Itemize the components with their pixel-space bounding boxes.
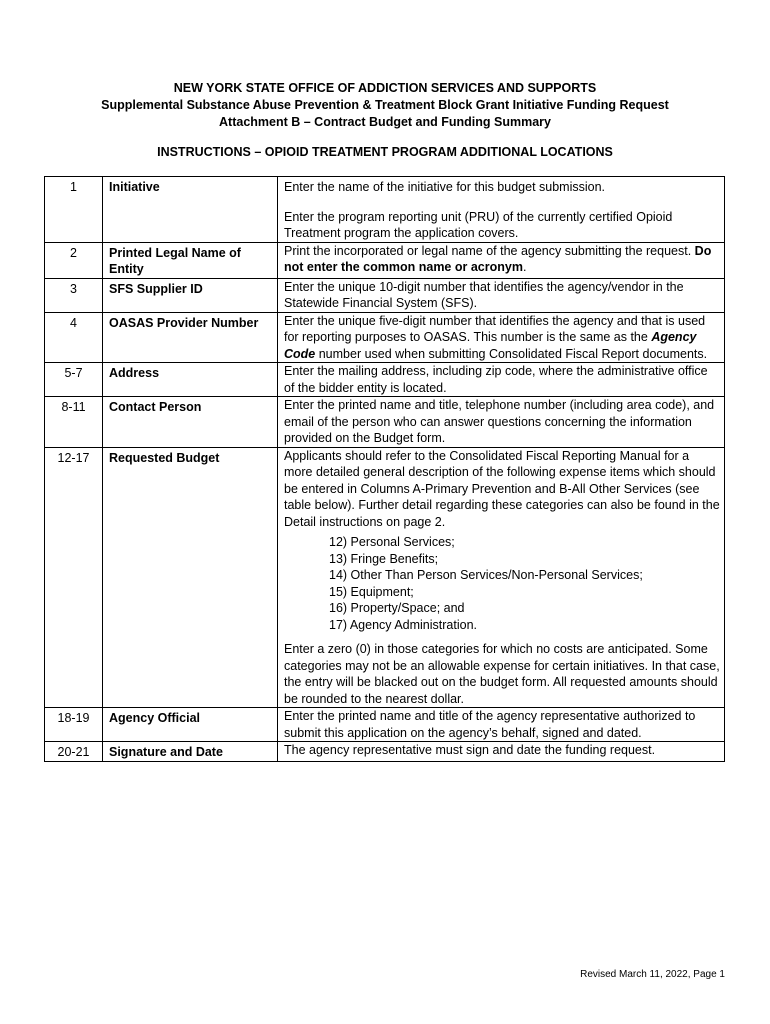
field-description: Enter the unique 10-digit number that identifies the agency/vendor in the Statewide Financial System (SFS). bbox=[278, 278, 725, 312]
field-name: Contact Person bbox=[103, 397, 278, 448]
row-number: 18-19 bbox=[45, 708, 103, 742]
row-number: 8-11 bbox=[45, 397, 103, 448]
description-text: Print the incorporated or legal name of the agency submitting the request. bbox=[284, 243, 695, 258]
row-number: 20-21 bbox=[45, 742, 103, 762]
field-name: Agency Official bbox=[103, 708, 278, 742]
field-description: Enter the printed name and title, telephone number (including area code), and email of the person who can answer questions concerning the information provided on the Budget form. bbox=[278, 397, 725, 448]
document-header bbox=[0, 80, 770, 131]
list-item: 14) Other Than Person Services/Non-Personal Services; bbox=[329, 568, 643, 582]
list-item: 17) Agency Administration. bbox=[329, 617, 477, 632]
table-row bbox=[45, 177, 725, 243]
expense-category-list bbox=[329, 534, 720, 633]
description-text-end: number used when submitting Consolidated Fiscal Report documents. bbox=[315, 346, 708, 361]
field-name: Printed Legal Name of Entity bbox=[103, 242, 278, 278]
table-row bbox=[45, 708, 725, 742]
field-description bbox=[278, 447, 725, 708]
description-text-2: Enter a zero (0) in those categories for which no costs are anticipated. Some categories may not be an allowable expense for certain initiatives. In that case, the entry will be blacked out on the budget form. All requested amounts should be rounded to the nearest dollar. bbox=[284, 642, 720, 706]
description-text-2: Enter the program reporting unit (PRU) of the currently certified Opioid Treatment program the application covers. bbox=[284, 209, 673, 240]
list-item: 12) Personal Services; bbox=[329, 535, 455, 549]
description-emphasis: Do not enter the common name or acronym bbox=[284, 243, 712, 274]
attachment-title: Attachment B – Contract Budget and Funding Summary bbox=[219, 115, 551, 129]
table-row bbox=[45, 397, 725, 448]
table-row bbox=[45, 447, 725, 708]
row-number: 4 bbox=[45, 312, 103, 363]
list-item: 13) Fringe Benefits; bbox=[329, 551, 439, 566]
page-footer: Revised March 11, 2022, Page 1 bbox=[580, 969, 725, 980]
description-emphasis: Agency Code bbox=[284, 330, 697, 361]
field-name: Requested Budget bbox=[103, 447, 278, 708]
field-description bbox=[278, 242, 725, 278]
description-text: Enter the unique five-digit number that identifies the agency and that is used for reporting purposes to OASAS. This number is the same as the bbox=[284, 313, 706, 344]
description-text-end: . bbox=[522, 260, 527, 274]
row-number: 5-7 bbox=[45, 363, 103, 397]
instructions-title: INSTRUCTIONS – OPIOID TREATMENT PROGRAM ADDITIONAL LOCATIONS bbox=[157, 145, 613, 159]
row-number: 2 bbox=[45, 242, 103, 278]
agency-title: NEW YORK STATE OFFICE OF ADDICTION SERVICES AND SUPPORTS bbox=[173, 81, 597, 95]
form-title: Supplemental Substance Abuse Prevention & Treatment Block Grant Initiative Funding Request bbox=[101, 98, 669, 112]
list-item: 16) Property/Space; and bbox=[329, 601, 465, 615]
instructions-table bbox=[44, 176, 725, 762]
table-row bbox=[45, 312, 725, 363]
field-description: The agency representative must sign and date the funding request. bbox=[278, 742, 725, 762]
list-item: 15) Equipment; bbox=[329, 584, 414, 599]
table-row bbox=[45, 742, 725, 762]
field-name: Signature and Date bbox=[103, 742, 278, 762]
field-description bbox=[278, 177, 725, 243]
field-name: OASAS Provider Number bbox=[103, 312, 278, 363]
description-text: Applicants should refer to the Consolidated Fiscal Reporting Manual for a more detailed general description of the following expense items which should be entered in Columns A-Primary Prevention and B-All Other Services (see table below). Further detail regarding these categories can also be found in the Detail instructions on page 2. bbox=[284, 448, 720, 529]
row-number: 12-17 bbox=[45, 447, 103, 708]
table-row bbox=[45, 278, 725, 312]
table-row bbox=[45, 363, 725, 397]
field-description bbox=[278, 312, 725, 363]
field-name: Initiative bbox=[103, 177, 278, 243]
row-number: 3 bbox=[45, 278, 103, 312]
table-row bbox=[45, 242, 725, 278]
field-name: SFS Supplier ID bbox=[103, 278, 278, 312]
field-description: Enter the mailing address, including zip code, where the administrative office of the bidder entity is located. bbox=[278, 363, 725, 397]
row-number: 1 bbox=[45, 177, 103, 243]
description-text: Enter the name of the initiative for this budget submission. bbox=[284, 180, 606, 194]
field-description: Enter the printed name and title of the agency representative authorized to submit this application on the agency’s behalf, signed and dated. bbox=[278, 708, 725, 742]
field-name: Address bbox=[103, 363, 278, 397]
